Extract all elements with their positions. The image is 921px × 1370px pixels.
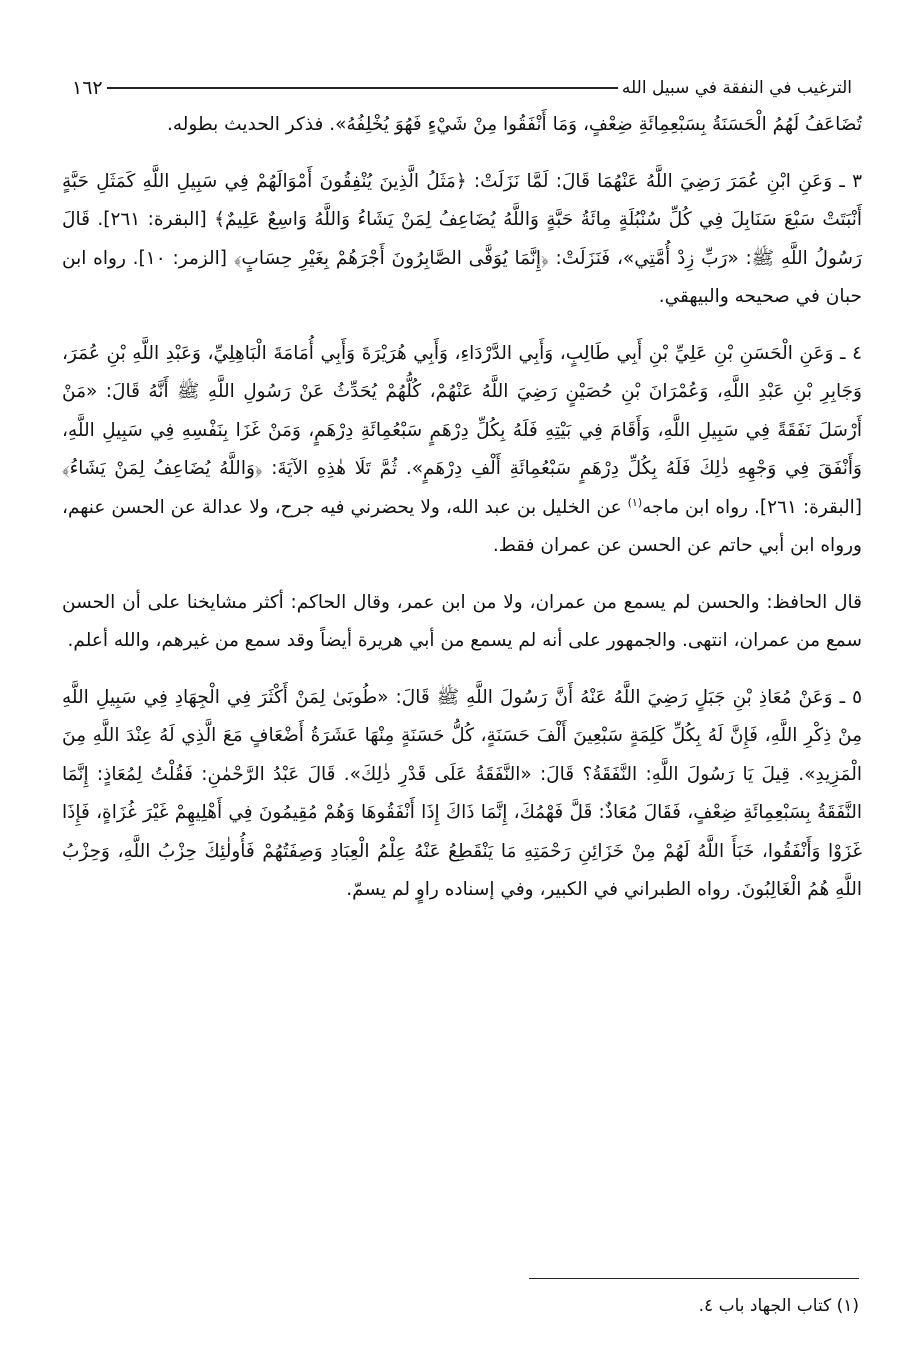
- body-text: [62, 106, 862, 910]
- hadith-4-continued: عن الخليل بن عبد الله، ولا يحضرني فيه جرح، ولا عدالة عن الحسن عنهم، ورواه ابن أبي حاتم عن الحسن عن عمران فقط.: [62, 496, 862, 556]
- footnote-rule: [529, 1278, 859, 1279]
- paragraph-hadith-3: ٣ ـ وَعَنِ ابْنِ عُمَرَ رَضِيَ اللَّهُ عَنْهُمَا قَالَ: لَمَّا نَزَلَتْ: ﴿مَثَلُ الَّذِينَ يُنْفِقُونَ أَمْوَالَهُمْ فِي سَبِيلِ اللَّهِ كَمَثَلِ حَبَّةٍ أَنْبَتَتْ سَبْعَ سَنَابِلَ فِي كُلِّ سُنْبُلَةٍ مِائَةُ حَبَّةٍ وَاللَّهُ يُضَاعِفُ لِمَنْ يَشَاءُ وَاللَّهُ وَاسِعٌ عَلِيمٌ﴾ [البقرة: ٢٦١]. قَالَ رَسُولُ اللَّهِ ﷺ: «رَبِّ زِدْ أُمَّتِي»، فَنَزَلَتْ: ﴿إِنَّمَا يُوَفَّى الصَّابِرُونَ أَجْرَهُمْ بِغَيْرِ حِسَابٍ﴾ [الزمر: ١٠]. رواه ابن حبان في صحيحه والبيهقي.: [62, 170, 862, 307]
- page-number: ١٦٢: [72, 77, 103, 99]
- footnote: (١) كتاب الجهاد باب ٤.: [698, 1296, 859, 1316]
- header-rule: [107, 87, 618, 89]
- paragraph-hadith-5: ٥ ـ وَعَنْ مُعَاذِ بْنِ جَبَلٍ رَضِيَ اللَّهُ عَنْهُ أَنَّ رَسُولَ اللَّهِ ﷺ قَالَ: «طُوبَىٰ لِمَنْ أَكْثَرَ فِي الْجِهَادِ فِي سَبِيلِ اللَّهِ مِنْ ذِكْرِ اللَّهِ، فَإِنَّ لَهُ بِكُلِّ كَلِمَةٍ سَبْعِينَ أَلْفَ حَسَنَةٍ، كُلُّ حَسَنَةٍ مِنْهَا عَشَرَةُ أَضْعَافٍ مَعَ الَّذِي لَهُ عِنْدَ اللَّهِ مِنَ الْمَزِيدِ». قِيلَ يَا رَسُولَ اللَّهِ: النَّفَقَةُ؟ قَالَ: «النَّفَقَةُ عَلَى قَدْرِ ذٰلِكَ». قَالَ عَبْدُ الرَّحْمٰنِ: فَقُلْتُ لِمُعَاذٍ: إِنَّمَا النَّفَقَةُ بِسَبْعِمِائَةِ ضِعْفٍ، فَقَالَ مُعَاذٌ: قَلَّ فَهْمُكَ، إِنَّمَا ذَاكَ إِذَا أَنْفَقُوهَا وَهُمْ مُقِيمُونَ فِي أَهْلِيهِمْ غَيْرَ غُزَاةٍ، فَإِذَا غَزَوْا وَأَنْفَقُوا، خَبَأَ اللَّهُ لَهُمْ مِنْ خَزَائِنِ رَحْمَتِهِ مَا يَنْقَطِعُ عَنْهُ عِلْمُ الْعِبَادِ وَصِفَتُهُمْ فَأُولٰئِكَ حِزْبُ اللَّهِ، وَحِزْبُ اللَّهِ هُمُ الْغَالِبُونَ. رواه الطبراني في الكبير، وفي إسناده راوٍ لم يسمّ.: [62, 686, 862, 900]
- hadith-4-text: ٤ ـ وَعَنِ الْحَسَنِ بْنِ عَلِيِّ بْنِ أَبِي طَالِبٍ، وَأَبِي الدَّرْدَاءِ، وَأَبِي هُرَيْرَةَ وَأَبِي أُمَامَةَ الْبَاهِلِيِّ، وَعَبْدِ اللَّهِ بْنِ عُمَرَ، وَجَابِرِ بْنِ عَبْدِ اللَّهِ، وَعُمْرَانَ بْنِ حُصَيْنٍ رَضِيَ اللَّهُ عَنْهُمْ، كُلُّهُمْ يُحَدِّثُ عَنْ رَسُولِ اللَّهِ ﷺ أَنَّهُ قَالَ: «مَنْ أَرْسَلَ نَفَقَةً فِي سَبِيلِ اللَّهِ، وَأَقَامَ فِي بَيْتِهِ فَلَهُ بِكُلِّ دِرْهَمٍ سَبْعُمِائَةِ دِرْهَمٍ، وَمَنْ غَزَا بِنَفْسِهِ فِي سَبِيلِ اللَّهِ، وَأَنْفَقَ فِي وَجْهِهِ ذٰلِكَ فَلَهُ بِكُلِّ دِرْهَمٍ سَبْعُمِائَةِ أَلْفِ دِرْهَمٍ». ثُمَّ تَلَا هٰذِهِ الآيَةَ: ﴿وَاللَّهُ يُضَاعِفُ لِمَنْ يَشَاءُ﴾ [البقرة: ٢٦١]. رواه ابن ماجه: [62, 342, 862, 518]
- footnote-marker: (١): [627, 495, 643, 509]
- running-header: [62, 70, 862, 106]
- page: [62, 70, 862, 910]
- running-title: الترغيب في النفقة في سبيل الله: [621, 78, 852, 98]
- paragraph-1: تُضَاعَفُ لَهُمُ الْحَسَنَةُ بِسَبْعِمِائَةِ ضِعْفٍ، وَمَا أَنْفَقُوا مِنْ شَيْءٍ فَهُوَ يُخْلِفُهُ». فذكر الحديث بطوله.: [166, 114, 862, 135]
- paragraph-hafiz-note: قال الحافظ: والحسن لم يسمع من عمران، ولا من ابن عمر، وقال الحاكم: أكثر مشايخنا على أن الحسن سمع من عمران، انتهى. والجمهور على أنه لم يسمع من أبي هريرة أيضاً وقد سمع من غيرهم، والله أعلم.: [62, 591, 862, 651]
- paragraph-hadith-4: [62, 335, 862, 566]
